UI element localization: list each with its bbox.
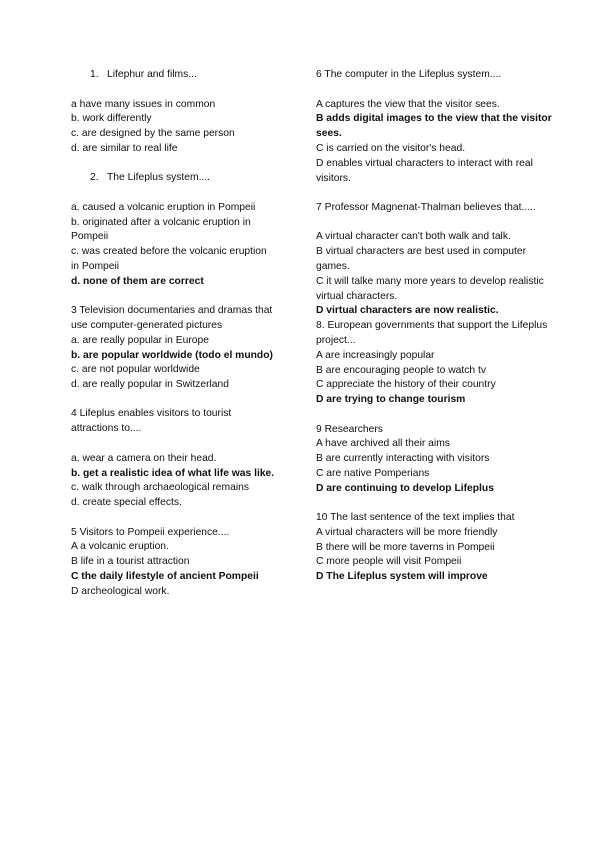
answer-option: C is carried on the visitor's head. xyxy=(316,142,466,154)
answer-option: d. are similar to real life xyxy=(71,142,178,154)
answer-option: A are increasingly popular xyxy=(316,349,435,361)
question-stem: 7 Professor Magnenat-Thalman believes that..... xyxy=(316,201,536,213)
question-stem: 5 Visitors to Pompeii experience.... xyxy=(71,526,230,538)
question-left-4 xyxy=(71,526,276,600)
answer-option: d. create special effects. xyxy=(71,497,182,509)
spacer xyxy=(71,83,276,98)
answer-option: a. caused a volcanic eruption in Pompeii xyxy=(71,201,256,213)
answer-option: a. are really popular in Europe xyxy=(71,334,209,346)
answer-option: b. work differently xyxy=(71,113,152,125)
question-number: 2. xyxy=(90,172,99,184)
question-stem: 10 The last sentence of the text implies that xyxy=(316,512,515,524)
answer-option: A captures the view that the visitor sees. xyxy=(316,98,500,110)
question-number: 1. xyxy=(90,69,99,80)
answer-option-correct: B adds digital images to the view that the visitor sees. xyxy=(316,113,552,140)
question-stem: 4 Lifeplus enables visitors to tourist attractions to.... xyxy=(71,408,232,435)
spacer xyxy=(316,83,556,98)
answer-option-correct: D are continuing to develop Lifeplus xyxy=(316,482,494,494)
question-stem xyxy=(71,68,276,83)
answer-option-correct: D The Lifeplus system will improve xyxy=(316,571,488,583)
spacer xyxy=(71,186,276,201)
answer-option: c. was created before the volcanic eruption in Pompeii xyxy=(71,246,267,273)
answer-option: A virtual characters will be more friendly xyxy=(316,526,498,538)
answer-option: C are native Pomperians xyxy=(316,467,430,479)
question-left-0 xyxy=(71,68,276,157)
question-text: The Lifeplus system.... xyxy=(107,172,211,184)
question-left-1 xyxy=(71,171,276,289)
left-column xyxy=(71,68,276,614)
question-right-2 xyxy=(316,319,556,408)
answer-option: B are encouraging people to watch tv xyxy=(316,364,487,376)
answer-option: B life in a tourist attraction xyxy=(71,556,190,568)
question-right-4 xyxy=(316,511,556,585)
answer-option-correct: b. get a realistic idea of what life was like. xyxy=(71,467,275,479)
spacer xyxy=(316,216,556,231)
answer-option: A virtual character can't both walk and talk. xyxy=(316,231,511,243)
answer-option: c. walk through archaeological remains xyxy=(71,482,249,494)
question-stem xyxy=(71,171,276,186)
answer-option: B virtual characters are best used in computer games. xyxy=(316,246,527,273)
answer-option: A have archived all their aims xyxy=(316,438,450,450)
answer-option: C it will talke many more years to develop realistic virtual characters. xyxy=(316,275,544,302)
question-stem: 6 The computer in the Lifeplus system.... xyxy=(316,69,502,80)
answer-option: b. originated after a volcanic eruption in Pompeii xyxy=(71,216,251,243)
question-right-1 xyxy=(316,201,556,319)
answer-option-correct: d. none of them are correct xyxy=(71,275,204,287)
question-right-0 xyxy=(316,68,556,186)
question-left-3 xyxy=(71,407,276,511)
answer-option: d. are really popular in Switzerland xyxy=(71,379,229,391)
answer-option: a have many issues in common xyxy=(71,98,216,110)
answer-option: c. are designed by the same person xyxy=(71,128,235,140)
answer-option: B there will be more taverns in Pompeii xyxy=(316,541,495,553)
question-right-3 xyxy=(316,423,556,497)
answer-option-correct: D virtual characters are now realistic. xyxy=(316,305,499,317)
answer-option: c. are not popular worldwide xyxy=(71,364,200,376)
answer-option: A a volcanic eruption. xyxy=(71,541,169,553)
answer-option: D archeological work. xyxy=(71,585,170,597)
answer-option: B are currently interacting with visitors xyxy=(316,453,490,465)
answer-option: C more people will visit Pompeii xyxy=(316,556,462,568)
question-stem: 3 Television documentaries and dramas that use computer-generated pictures xyxy=(71,305,273,331)
question-text: Lifephur and films... xyxy=(107,69,197,80)
right-column xyxy=(316,68,556,600)
answer-option: D enables virtual characters to interact with real visitors. xyxy=(316,157,533,184)
question-left-2 xyxy=(71,304,276,393)
question-stem: 9 Researchers xyxy=(316,423,383,435)
answer-option: a. wear a camera on their head. xyxy=(71,452,217,464)
answer-option: C appreciate the history of their country xyxy=(316,379,496,391)
question-stem: 8. European governments that support the Lifeplus project... xyxy=(316,320,548,347)
answer-option-correct: D are trying to change tourism xyxy=(316,394,466,406)
answer-option-correct: C the daily lifestyle of ancient Pompeii xyxy=(71,570,259,582)
answer-option-correct: b. are popular worldwide (todo el mundo) xyxy=(71,349,273,361)
spacer xyxy=(71,437,276,452)
